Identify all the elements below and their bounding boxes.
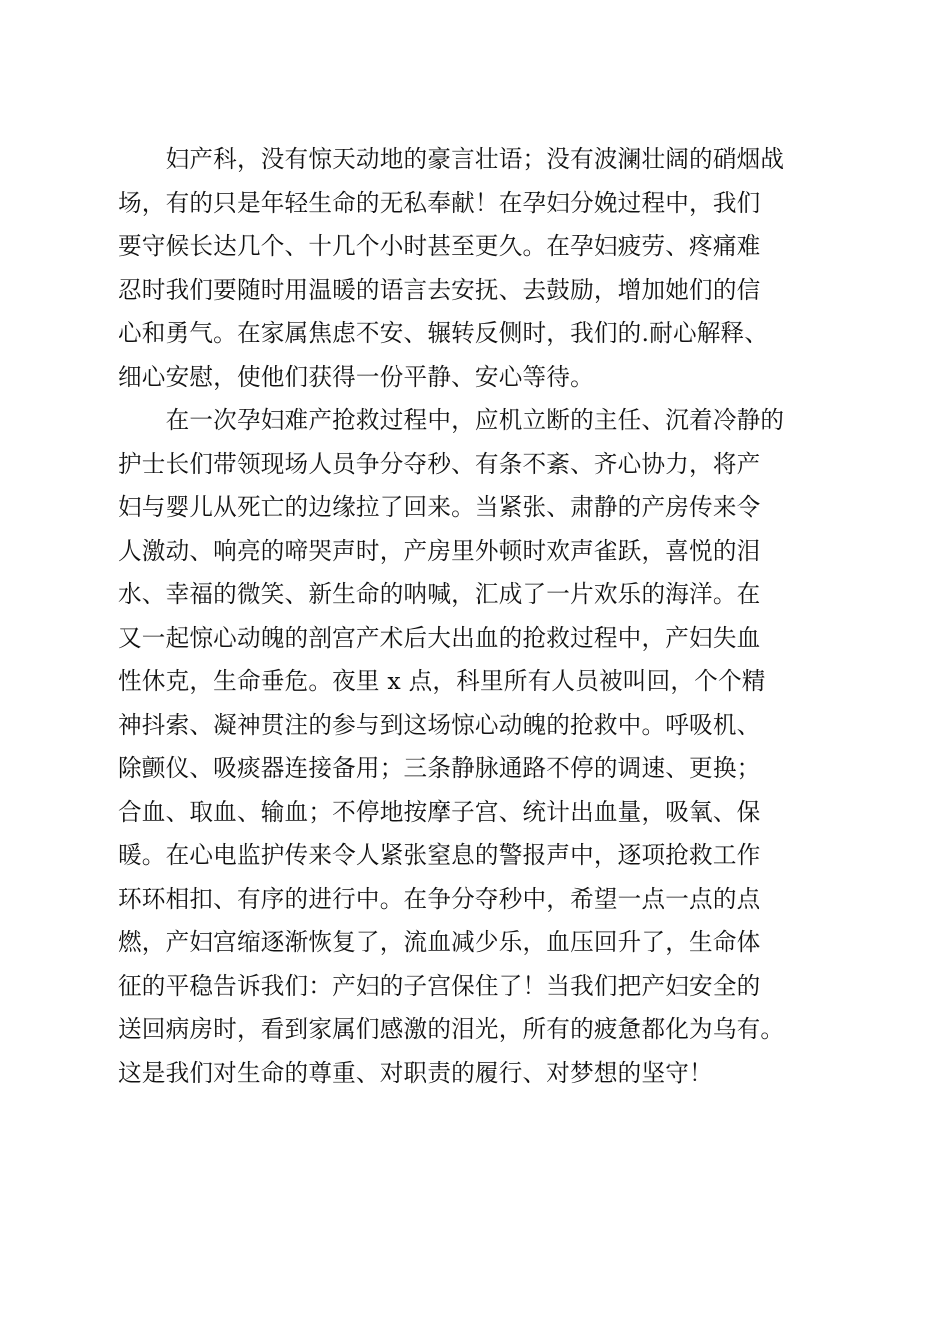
text-line: 又一起惊心动魄的剖宫产术后大出血的抢救过程中，产妇失血 [118,623,761,652]
text-line: 征的平稳告诉我们：产妇的子宫保住了！当我们把产妇安全的 [118,971,761,1000]
text-line: 燃，产妇宫缩逐渐恢复了，流血减少乐，血压回升了，生命体 [118,928,761,956]
body-text [118,138,848,1095]
text-line: 心和勇气。在家属焦虑不安、辗转反侧时，我们的.耐心解释、 [118,319,769,347]
text-line: 妇与婴儿从死亡的边缘拉了回来。当紧张、肃静的产房传来令 [118,493,761,521]
text-line: 暖。在心电监护传来令人紧张窒息的警报声中，逐项抢救工作 [118,841,761,869]
text-line: 人激动、响亮的啼哭声时，产房里外顿时欢声雀跃，喜悦的泪 [118,536,761,565]
text-line: 场，有的只是年轻生命的无私奉献！在孕妇分娩过程中，我们 [118,188,761,217]
text-line: 合血、取血、输血；不停地按摩子宫、统计出血量，吸氧、保 [118,797,761,826]
paragraph-2 [118,399,848,1095]
text-line: 水、幸福的微笑、新生命的呐喊，汇成了一片欢乐的海洋。在 [118,580,761,608]
text-line: 性休克，生命垂危。夜里 x 点，科里所有人员被叫回，个个精 [118,667,766,695]
text-line: 忍时我们要随时用温暖的语言去安抚、去鼓励，增加她们的信 [118,275,761,304]
text-line: 在一次孕妇难产抢救过程中，应机立断的主任、沉着冷静的 [118,406,785,434]
text-line: 妇产科，没有惊天动地的豪言壮语；没有波澜壮阔的硝烟战 [118,145,785,173]
text-line: 护士长们带领现场人员争分夺秒、有条不紊、齐心协力，将产 [118,449,761,478]
text-line: 除颤仪、吸痰器连接备用；三条静脉通路不停的调速、更换； [118,754,761,782]
paragraph-1 [118,138,848,399]
text-line: 送回病房时，看到家属们感激的泪光，所有的疲惫都化为乌有。 [118,1015,785,1043]
text-line: 这是我们对生命的尊重、对职责的履行、对梦想的坚守！ [118,1058,713,1087]
text-line: 细心安慰，使他们获得一份平静、安心等待。 [118,362,594,391]
text-line: 环环相扣、有序的进行中。在争分夺秒中，希望一点一点的点 [118,884,761,913]
text-line: 神抖索、凝神贯注的参与到这场惊心动魄的抢救中。呼吸机、 [118,710,761,739]
text-line: 要守候长达几个、十几个小时甚至更久。在孕妇疲劳、疼痛难 [118,232,761,260]
